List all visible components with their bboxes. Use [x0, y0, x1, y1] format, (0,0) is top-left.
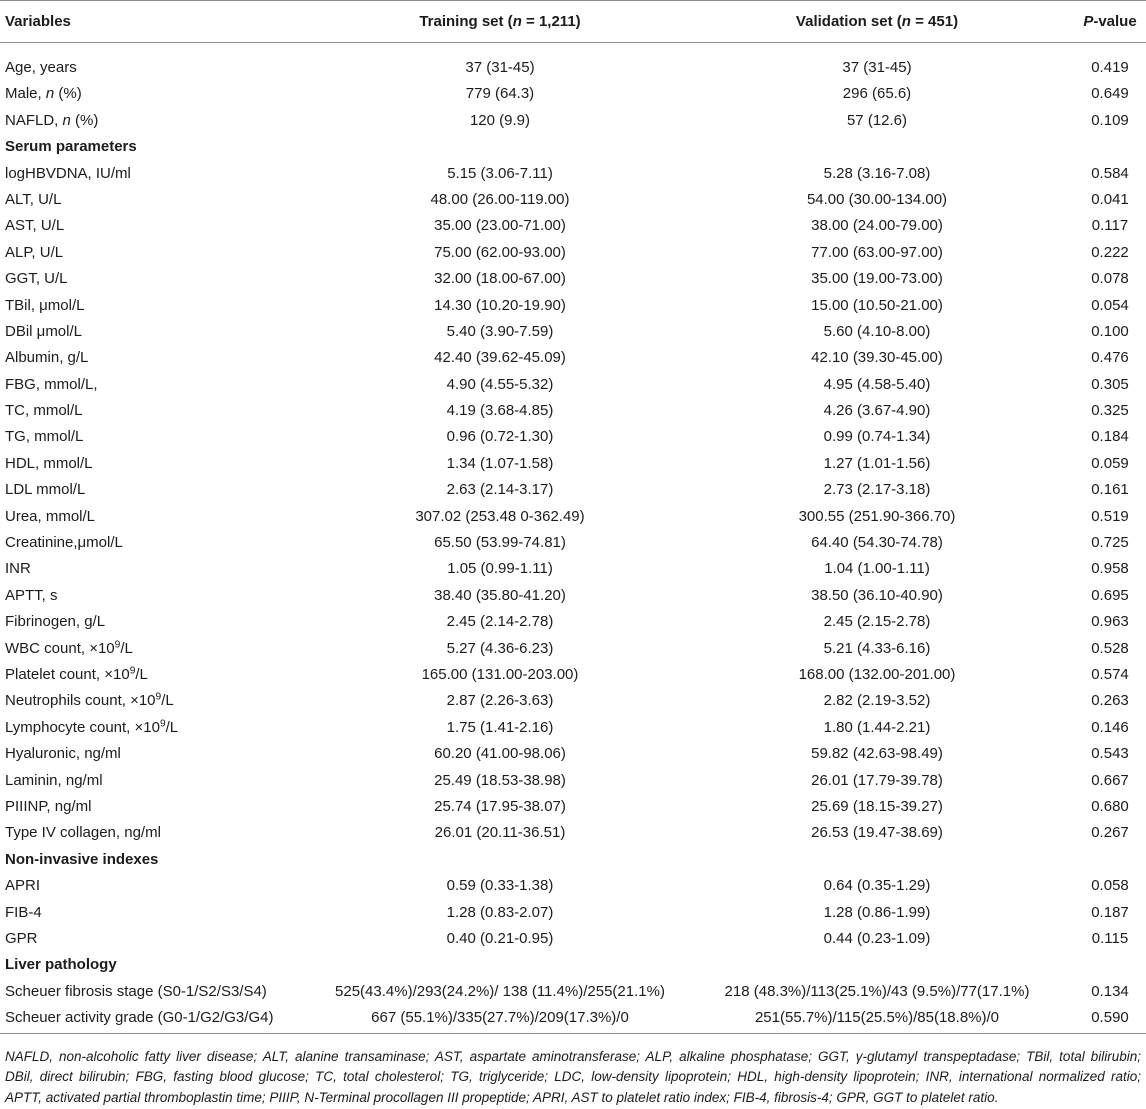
variable-cell [0, 715, 320, 741]
training-set-cell: 1.05 (0.99-1.11) [447, 560, 553, 578]
table-row [0, 715, 1146, 741]
validation-set-cell: 37 (31-45) [842, 59, 912, 76]
validation-set-cell: 296 (65.6) [842, 85, 912, 103]
p-value-cell: 0.528 [1091, 639, 1129, 657]
training-set-cell: 5.15 (3.06-7.11) [447, 164, 553, 182]
p-value-cell: 0.725 [1091, 534, 1129, 552]
section-heading: Serum parameters [5, 138, 137, 156]
table-row [0, 240, 1146, 266]
p-value-cell: 0.419 [1091, 59, 1129, 76]
variable-cell [0, 636, 320, 662]
p-value-cell: 0.184 [1091, 428, 1129, 446]
training-set-cell: 60.20 (41.00-98.06) [434, 745, 566, 763]
variable-cell: ALT, U/L [5, 190, 62, 208]
variable-cell [0, 108, 320, 134]
validation-set-cell: 38.50 (36.10-40.90) [811, 586, 943, 604]
training-set-cell: 48.00 (26.00-119.00) [430, 190, 570, 208]
variable-cell: DBil μmol/L [5, 322, 82, 340]
footnote-line: NAFLD, non-alcoholic fatty liver disease; ALT, alanine transaminase; AST, aspartate aminotransferase; ALP, alkaline phosphatase; GGT, γ-glutamyl transpeptadase; TBil, total bilirubin; [5, 1048, 1141, 1064]
validation-set-cell: 35.00 (19.00-73.00) [811, 270, 943, 288]
validation-set-cell: 1.04 (1.00-1.11) [824, 560, 930, 578]
variable-cell: Albumin, g/L [5, 349, 89, 367]
training-set-cell: 2.87 (2.26-3.63) [446, 692, 554, 710]
validation-set-cell: 0.99 (0.74-1.34) [823, 428, 931, 446]
validation-set-cell: 38.00 (24.00-79.00) [811, 217, 943, 235]
text-fragment: Validation set ( [795, 13, 902, 30]
validation-set-cell: 57 (12.6) [846, 111, 908, 129]
variable-cell: TC, mmol/L [5, 402, 83, 420]
table-row [0, 372, 1146, 398]
table-row [0, 398, 1146, 424]
table-row [0, 1005, 1146, 1031]
table-row [0, 873, 1146, 899]
variable-cell: Laminin, ng/ml [5, 771, 103, 789]
column-header-validation-set [680, 13, 1074, 30]
table-row [0, 319, 1146, 345]
p-value-cell: 0.574 [1091, 665, 1129, 683]
text-fragment: /L [135, 665, 148, 683]
section-row [0, 952, 1146, 978]
text-fragment: Platelet count, ×10 [5, 665, 130, 683]
training-set-cell: 75.00 (62.00-93.00) [434, 243, 566, 261]
p-value-cell: 0.695 [1091, 586, 1129, 604]
table-row [0, 636, 1146, 662]
column-header-variables: Variables [5, 13, 71, 30]
text-fragment: = 451) [910, 13, 959, 30]
training-set-cell: 42.40 (39.62-45.09) [434, 349, 566, 367]
p-value-cell: 0.325 [1091, 402, 1129, 420]
training-set-cell: 0.40 (0.21-0.95) [446, 929, 554, 947]
variable-cell: PIIINP, ng/ml [5, 797, 92, 815]
validation-set-cell: 25.69 (18.15-39.27) [811, 797, 943, 815]
section-heading: Liver pathology [5, 956, 117, 974]
variable-cell: TG, mmol/L [5, 428, 84, 446]
p-value-cell: 0.059 [1091, 454, 1129, 472]
variable-cell [0, 662, 320, 688]
superscript-exponent: 9 [114, 638, 121, 650]
table-row [0, 688, 1146, 714]
footnote-line: APTT, activated partial thromboplastin time; PIIIP, N-Terminal procollagen III propeptide; APRI, AST to platelet ratio index; FIB-4, fibrosis-4; GPR, GGT to platelet ratio. [5, 1089, 999, 1105]
table-row [0, 293, 1146, 319]
validation-set-cell: 251(55.7%)/115(25.5%)/85(18.8%)/0 [754, 1009, 1000, 1027]
superscript-exponent: 9 [159, 718, 166, 730]
table-row [0, 768, 1146, 794]
variable-cell: GPR [5, 929, 38, 947]
p-value-cell: 0.100 [1091, 322, 1129, 340]
p-value-cell: 0.041 [1091, 190, 1129, 208]
footnote-line: DBil, direct bilirubin; FBG, fasting blood glucose; TC, total cholesterol; TG, triglyceride; LDC, low-density lipoprotein; HDL, high-density lipoprotein; INR, international normalized ratio; [5, 1069, 1141, 1085]
p-value-cell: 0.187 [1091, 903, 1129, 921]
validation-set-cell: 2.45 (2.15-2.78) [823, 613, 931, 631]
training-set-cell: 32.00 (18.00-67.00) [434, 270, 566, 288]
p-value-cell: 0.958 [1091, 560, 1129, 578]
italic-symbol: n [512, 13, 522, 30]
p-value-cell: 0.963 [1091, 613, 1129, 631]
table-row [0, 266, 1146, 292]
p-value-cell: 0.267 [1091, 824, 1129, 842]
text-fragment: (%) [54, 85, 82, 103]
validation-set-cell: 2.82 (2.19-3.52) [823, 692, 931, 710]
training-set-cell: 5.27 (4.36-6.23) [446, 639, 554, 657]
table-row [0, 81, 1146, 107]
validation-set-cell: 0.64 (0.35-1.29) [823, 877, 931, 895]
p-value-cell: 0.519 [1091, 507, 1129, 525]
training-set-cell: 2.63 (2.14-3.17) [446, 481, 554, 499]
p-value-cell: 0.590 [1091, 1009, 1129, 1027]
validation-set-cell: 15.00 (10.50-21.00) [811, 296, 943, 314]
variable-cell: APRI [5, 877, 41, 895]
table-row [0, 820, 1146, 846]
validation-set-cell: 26.01 (17.79-39.78) [811, 771, 943, 789]
p-value-cell: 0.649 [1091, 85, 1129, 103]
table-body [0, 55, 1146, 1031]
p-value-cell: 0.161 [1091, 481, 1129, 499]
validation-set-cell: 77.00 (63.00-97.00) [811, 243, 943, 261]
variable-cell [0, 688, 320, 714]
italic-symbol: n [62, 111, 71, 129]
validation-set-cell: 42.10 (39.30-45.00) [811, 349, 943, 367]
variable-cell: ALP, U/L [5, 243, 64, 261]
validation-set-cell: 300.55 (251.90-366.70) [798, 507, 956, 525]
p-value-cell: 0.305 [1091, 375, 1129, 393]
training-set-cell: 0.59 (0.33-1.38) [446, 877, 554, 895]
variable-cell [0, 81, 320, 107]
table-row [0, 556, 1146, 582]
column-header-p-value [1074, 13, 1146, 30]
training-set-cell: 38.40 (35.80-41.20) [434, 586, 566, 604]
validation-set-cell: 5.28 (3.16-7.08) [823, 164, 931, 182]
training-set-cell: 65.50 (53.99-74.81) [434, 534, 566, 552]
table-row [0, 477, 1146, 503]
superscript-exponent: 9 [155, 691, 162, 703]
text-fragment: NAFLD, [5, 111, 63, 129]
validation-set-cell: 4.95 (4.58-5.40) [823, 375, 931, 393]
training-set-cell: 525(43.4%)/293(24.2%)/ 138 (11.4%)/255(21.1%) [335, 982, 665, 1000]
table-row [0, 213, 1146, 239]
table-row [0, 424, 1146, 450]
p-value-cell: 0.263 [1091, 692, 1129, 710]
text-fragment: (%) [70, 111, 99, 129]
validation-set-cell: 1.27 (1.01-1.56) [823, 454, 931, 472]
p-value-cell: 0.109 [1091, 111, 1129, 129]
table-row [0, 900, 1146, 926]
training-set-cell: 165.00 (131.00-203.00) [421, 665, 579, 683]
validation-set-cell: 54.00 (30.00-134.00) [806, 190, 948, 208]
variable-cell: APTT, s [5, 586, 58, 604]
section-heading: Non-invasive indexes [5, 850, 159, 868]
validation-set-cell: 5.60 (4.10-8.00) [823, 322, 931, 340]
text-fragment: WBC count, ×10 [5, 639, 115, 657]
variable-cell: TBil, μmol/L [5, 296, 85, 314]
variable-cell: logHBVDNA, IU/ml [5, 164, 131, 182]
table-row [0, 583, 1146, 609]
variable-cell: FIB-4 [5, 903, 42, 921]
text-fragment: Lymphocyte count, ×10 [5, 718, 160, 736]
validation-set-cell: 2.73 (2.17-3.18) [823, 481, 931, 499]
variable-cell: Creatinine,μmol/L [5, 534, 123, 552]
variable-cell: FBG, mmol/L, [5, 375, 98, 393]
training-set-cell: 25.74 (17.95-38.07) [434, 797, 566, 815]
table-bottom-rule [0, 1033, 1146, 1034]
training-set-cell: 5.40 (3.90-7.59) [446, 322, 554, 340]
validation-set-cell: 168.00 (132.00-201.00) [798, 665, 956, 683]
training-set-cell: 37 (31-45) [465, 59, 535, 76]
training-set-cell: 1.34 (1.07-1.58) [446, 454, 554, 472]
validation-set-cell: 26.53 (19.47-38.69) [811, 824, 943, 842]
italic-symbol: P [1083, 13, 1094, 30]
validation-set-cell: 5.21 (4.33-6.16) [823, 639, 931, 657]
validation-set-cell: 0.44 (0.23-1.09) [823, 929, 931, 947]
text-fragment: = 1,211) [521, 13, 581, 30]
p-value-cell: 0.117 [1091, 217, 1129, 235]
table-row [0, 108, 1146, 134]
p-value-cell: 0.476 [1091, 349, 1129, 367]
p-value-cell: 0.222 [1091, 243, 1129, 261]
table-row [0, 504, 1146, 530]
variable-cell: Scheuer activity grade (G0-1/G2/G3/G4) [5, 1009, 274, 1027]
superscript-exponent: 9 [129, 665, 136, 677]
table-row [0, 662, 1146, 688]
table-row [0, 187, 1146, 213]
table-footnote [5, 1047, 1141, 1109]
p-value-cell: 0.134 [1091, 982, 1129, 1000]
table-row [0, 794, 1146, 820]
variable-cell: HDL, mmol/L [5, 454, 93, 472]
p-value-cell: 0.054 [1091, 296, 1129, 314]
p-value-cell: 0.146 [1091, 718, 1129, 736]
validation-set-cell: 4.26 (3.67-4.90) [823, 402, 931, 420]
table-row [0, 926, 1146, 952]
training-set-cell: 120 (9.9) [469, 111, 531, 129]
p-value-cell: 0.078 [1091, 270, 1129, 288]
text-fragment: /L [120, 639, 133, 657]
training-set-cell: 26.01 (20.11-36.51) [434, 824, 566, 842]
training-set-cell: 307.02 (253.48 0-362.49) [415, 507, 585, 525]
p-value-cell: 0.680 [1091, 797, 1129, 815]
text-fragment: /L [165, 718, 179, 736]
section-row [0, 134, 1146, 160]
variable-cell: Urea, mmol/L [5, 507, 96, 525]
validation-set-cell: 1.28 (0.86-1.99) [823, 903, 931, 921]
column-header-training-set [320, 13, 680, 30]
validation-set-cell: 59.82 (42.63-98.49) [811, 745, 943, 763]
training-set-cell: 0.96 (0.72-1.30) [446, 428, 554, 446]
p-value-cell: 0.115 [1091, 929, 1129, 947]
p-value-cell: 0.667 [1091, 771, 1129, 789]
table-row [0, 979, 1146, 1005]
variable-cell: INR [5, 560, 31, 578]
table-row [0, 530, 1146, 556]
table-row [0, 345, 1146, 371]
training-set-cell: 35.00 (23.00-71.00) [434, 217, 566, 235]
training-set-cell: 14.30 (10.20-19.90) [434, 296, 566, 314]
training-set-cell: 779 (64.3) [465, 85, 535, 103]
training-set-cell: 4.19 (3.68-4.85) [446, 402, 554, 420]
variable-cell: Type IV collagen, ng/ml [5, 824, 161, 842]
validation-set-cell: 1.80 (1.44-2.21) [823, 718, 931, 736]
table-header-row [0, 0, 1146, 43]
training-set-cell: 25.49 (18.53-38.98) [434, 771, 566, 789]
training-set-cell: 4.90 (4.55-5.32) [446, 375, 554, 393]
variable-cell: Hyaluronic, ng/ml [5, 745, 121, 763]
p-value-cell: 0.584 [1091, 164, 1129, 182]
p-value-cell: 0.058 [1091, 877, 1129, 895]
training-set-cell: 1.28 (0.83-2.07) [446, 903, 554, 921]
variable-cell: Age, years [5, 59, 77, 76]
table-row [0, 161, 1146, 187]
text-fragment: /L [161, 692, 174, 710]
variable-cell: GGT, U/L [5, 270, 68, 288]
validation-set-cell: 64.40 (54.30-74.78) [811, 534, 943, 552]
text-fragment: -value [1093, 13, 1137, 30]
text-fragment: Male, [5, 85, 46, 103]
training-set-cell: 667 (55.1%)/335(27.7%)/209(17.3%)/0 [371, 1009, 629, 1027]
validation-set-cell: 218 (48.3%)/113(25.1%)/43 (9.5%)/77(17.1%) [724, 982, 1030, 1000]
training-set-cell: 2.45 (2.14-2.78) [446, 613, 554, 631]
table-row [0, 451, 1146, 477]
p-value-cell: 0.543 [1091, 745, 1129, 763]
variable-cell: Fibrinogen, g/L [5, 613, 106, 631]
training-set-cell: 1.75 (1.41-2.16) [446, 718, 554, 736]
variable-cell: Scheuer fibrosis stage (S0-1/S2/S3/S4) [5, 982, 267, 1000]
table-row [0, 55, 1146, 81]
text-fragment: Training set ( [419, 13, 513, 30]
table-row [0, 609, 1146, 635]
variable-cell: LDL mmol/L [5, 481, 86, 499]
italic-symbol: n [45, 85, 55, 103]
section-row [0, 847, 1146, 873]
italic-symbol: n [901, 13, 911, 30]
table-row [0, 741, 1146, 767]
variable-cell: AST, U/L [5, 217, 65, 235]
text-fragment: Neutrophils count, ×10 [5, 692, 156, 710]
